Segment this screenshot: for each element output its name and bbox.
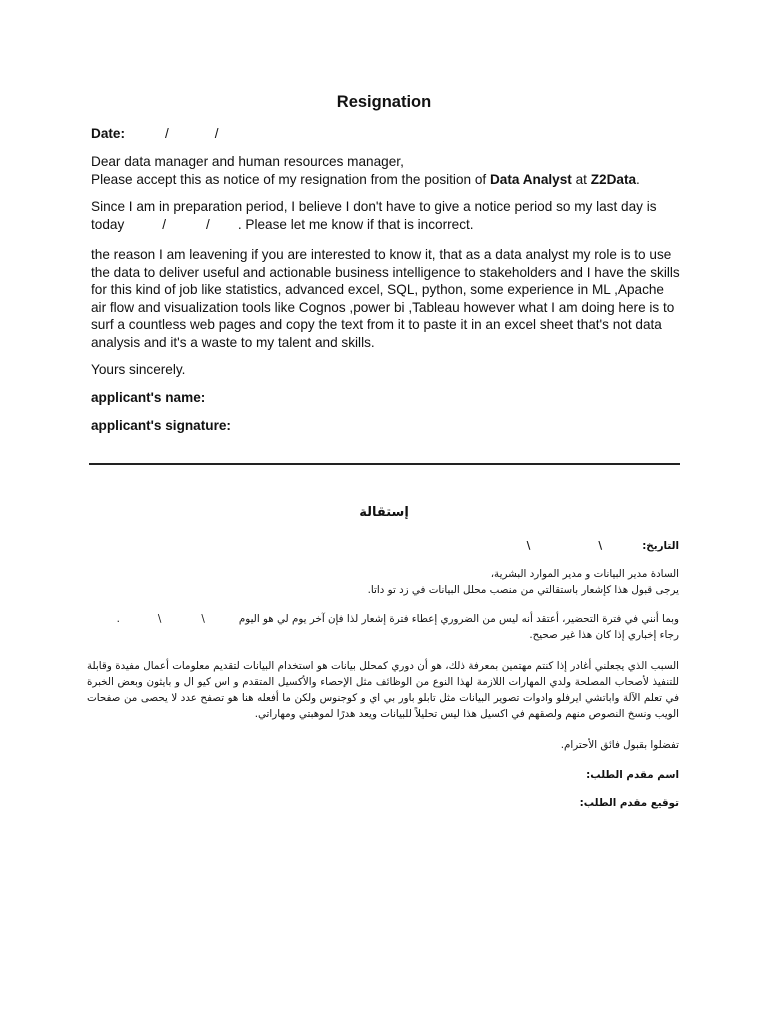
greeting-arabic: السادة مدير البيانات و مدير الموارد البشرية، [490,568,679,580]
last-day-line-1: Since I am in preparation period, I believe I don't have to give a notice period so my last day is [91,199,657,214]
date-separator: / [165,126,169,141]
section-divider [89,463,680,465]
last-day-line-2 [91,216,681,234]
period: . [116,613,120,625]
document-title-arabic: إستقالة [359,505,409,520]
applicant-signature-label-arabic: توقيع مقدم الطلب: [579,797,679,809]
date-separator: \ [201,613,205,625]
applicant-name-label: applicant's name: [91,390,206,405]
period: . [636,171,640,187]
date-separator: / [214,126,219,141]
closing-english: Yours sincerely. [91,362,186,377]
notice-line [91,171,681,189]
date-separator: \ [157,613,162,625]
company-name: Z2Data [590,171,637,187]
date-separator: \ [598,540,603,552]
last-day-text-arabic: وبما أنني في فترة التحضير، أعتقد أنه ليس من الضروري إعطاء فترة إشعار لذا فإن آخر يوم لي هو اليوم [238,613,679,625]
today-word: today [91,216,125,232]
notice-line-arabic: يرجى قبول هذا كإشعار باستقالتي من منصب محلل البيانات في زد تو داتا. [367,584,679,596]
at-word: at [571,171,591,187]
document-title-english: Resignation [336,93,432,111]
greeting: Dear data manager and human resources manager, [91,154,404,169]
closing-arabic: تفضلوا بقبول فائق الأحترام. [560,739,679,751]
date-separator: \ [526,540,531,552]
last-day-paragraph-arabic [79,611,679,643]
notice-paragraph-arabic [79,566,679,598]
notice-text: Please accept this as notice of my resignation from the position of [91,171,490,187]
date-separator: / [206,216,210,232]
date-label: Date: [91,126,125,141]
applicant-signature-label: applicant's signature: [91,418,231,433]
date-line-english [91,125,681,143]
incorrect-note: . Please let me know if that is incorrect. [237,216,474,232]
date-separator: / [162,216,167,232]
last-day-paragraph-english [91,198,681,233]
applicant-name-label-arabic: اسم مقدم الطلب: [586,769,679,781]
position-name: Data Analyst [489,171,572,187]
reason-paragraph-english: the reason I am leavening if you are interested to know it, that as a data analyst my role is to use the data to deliver useful and actionable business intelligence to stakeholders and I have the skills for this kind of job like statistics, advanced excel, SQL, python, some experience in ML ,Apache air flow and visualization tools like Cognos ,power bi ,Tableau however what I am doing here is to surf a countless web pages and copy the text from it to paste it in an excel sheet that's not data analysis and it's a waste to my talent and skills. [91,247,680,350]
incorrect-note-arabic: رجاء إخباري إذا كان هذا غير صحيح. [529,629,679,641]
date-line-arabic [79,538,679,554]
notice-paragraph-english [91,153,681,188]
date-label-arabic: التاريخ: [642,540,679,552]
last-day-line-arabic [79,611,679,627]
reason-paragraph-arabic: السبب الذي يجعلني أغادر إذا كنتم مهتمين بمعرفة ذلك، هو أن دوري كمحلل بيانات هو استخدام البيانات لتقديم معلومات أعمال مفيدة وقابلة للتنفيذ لأصحاب المصلحة ولدي المهارات اللازمة لهذا النوع من الوظائف مثل الإحصاء والأكسيل المتقدم و اس كيو ال و بايثون وبعض الخبرة في تعلم الآلة واباتشي ايرفلو وادوات تصوير البيانات مثل تابلو باور بي اي و كوجنوس ولكن ما أفعله هنا هو تصفح عدد لا يحصى من صفحات الويب ونسخ النصوص منهم ولصقهم في اكسيل هذا ليس تحليلاً للبيانات ويعد هدرًا لموهبتي ومهاراتي. [87,660,679,720]
